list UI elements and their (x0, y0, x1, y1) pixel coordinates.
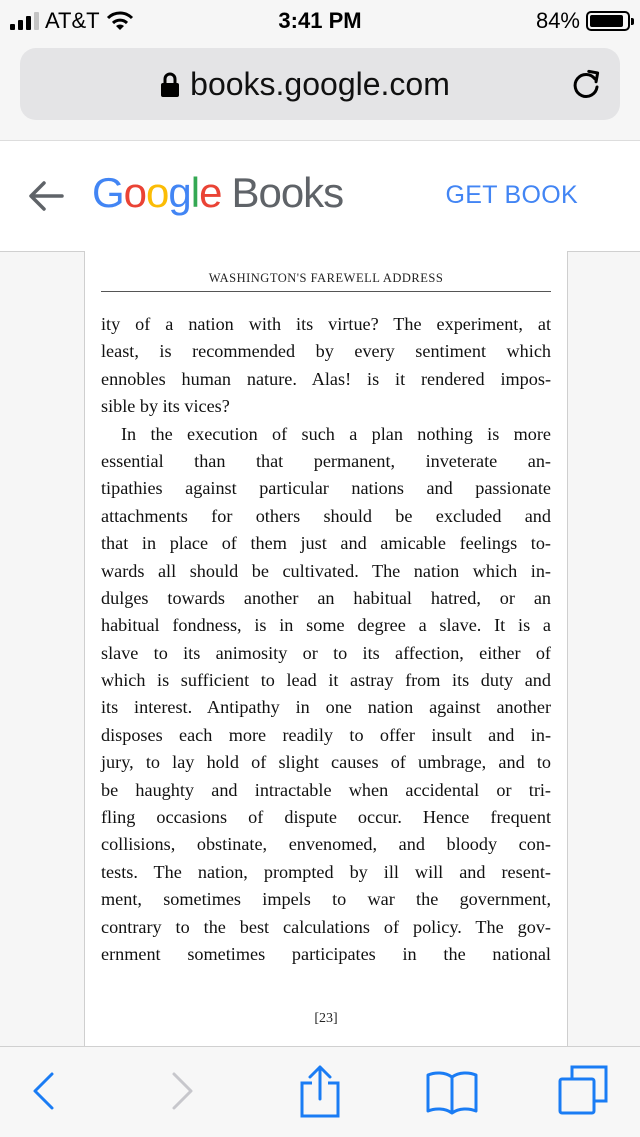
status-bar (0, 0, 640, 40)
text-line: its interest. Antipathy in one nation against another (101, 697, 551, 718)
status-right (536, 8, 630, 34)
text-line: tests. The nation, prompted by ill will and resent- (101, 861, 551, 882)
address-bar[interactable] (20, 48, 620, 120)
text-line: wards all should be cultivated. The nation which in- (101, 560, 551, 581)
text-line: ernment sometimes participates in the national (101, 943, 551, 964)
text-line: collisions, obstinate, envenomed, and bloody con- (101, 834, 551, 855)
text-line: slave to its animosity or to its affection, either of (101, 642, 551, 663)
clock: 3:41 PM (278, 8, 362, 33)
battery-icon (586, 11, 630, 31)
battery-percent: 84% (535, 8, 580, 33)
text-line: attachments for others should be excluded and (101, 505, 551, 526)
text-line: In the execution of such a plan nothing is more (121, 423, 551, 444)
text-line: habitual fondness, is in some degree a slave. It is a (101, 615, 551, 636)
google-books-logo[interactable] (92, 169, 343, 217)
carrier-label: AT&T (45, 8, 100, 33)
google-books-header (0, 140, 640, 252)
reload-icon[interactable] (570, 67, 602, 101)
page-number: [23] (314, 1011, 338, 1026)
safari-toolbar (0, 1046, 640, 1137)
back-arrow-icon[interactable] (28, 179, 64, 213)
text-line: ennobles human nature. Alas! is it rendered impos- (101, 368, 551, 389)
text-line: that in place of them just and amicable feelings to- (101, 533, 551, 554)
get-book-button[interactable]: GET BOOK (445, 181, 578, 209)
text-line: fling occasions of dispute occur. Hence frequent (101, 807, 551, 828)
forward-icon[interactable] (170, 1071, 196, 1111)
text-line: be haughty and intractable when accidental or tri- (101, 779, 551, 800)
share-icon[interactable] (298, 1063, 342, 1119)
book-page (84, 251, 568, 1046)
text-line: sible by its vices? (101, 396, 230, 417)
text-line: contrary to the best calculations of policy. The gov- (101, 916, 551, 937)
header-rule (101, 291, 551, 292)
text-line: ment, sometimes impels to war the government, (101, 889, 551, 910)
text-line: dulges towards another an habitual hatred, or an (101, 587, 551, 608)
running-head: WASHINGTON'S FAREWELL ADDRESS (208, 271, 444, 285)
logo-books: Books (231, 169, 344, 216)
text-line: disposes each more readily to offer insult and in- (101, 724, 551, 745)
logo-google: Google (92, 169, 222, 216)
tabs-icon[interactable] (558, 1065, 608, 1115)
text-line: ity of a nation with its virtue? The experiment, at (101, 314, 551, 334)
url-text[interactable]: books.google.com (190, 66, 450, 102)
text-line: tipathies against particular nations and passionate (101, 478, 551, 499)
bookmarks-icon[interactable] (425, 1069, 479, 1115)
text-line: jury, to lay hold of slight causes of umbrage, and to (101, 752, 551, 773)
page-body-text (101, 311, 551, 968)
back-icon[interactable] (30, 1071, 56, 1111)
text-line: which is sufficient to lead it astray from its duty and (101, 670, 551, 691)
text-line: least, is recommended by every sentiment which (101, 341, 551, 362)
text-line: essential than that permanent, inveterate an- (101, 450, 551, 471)
